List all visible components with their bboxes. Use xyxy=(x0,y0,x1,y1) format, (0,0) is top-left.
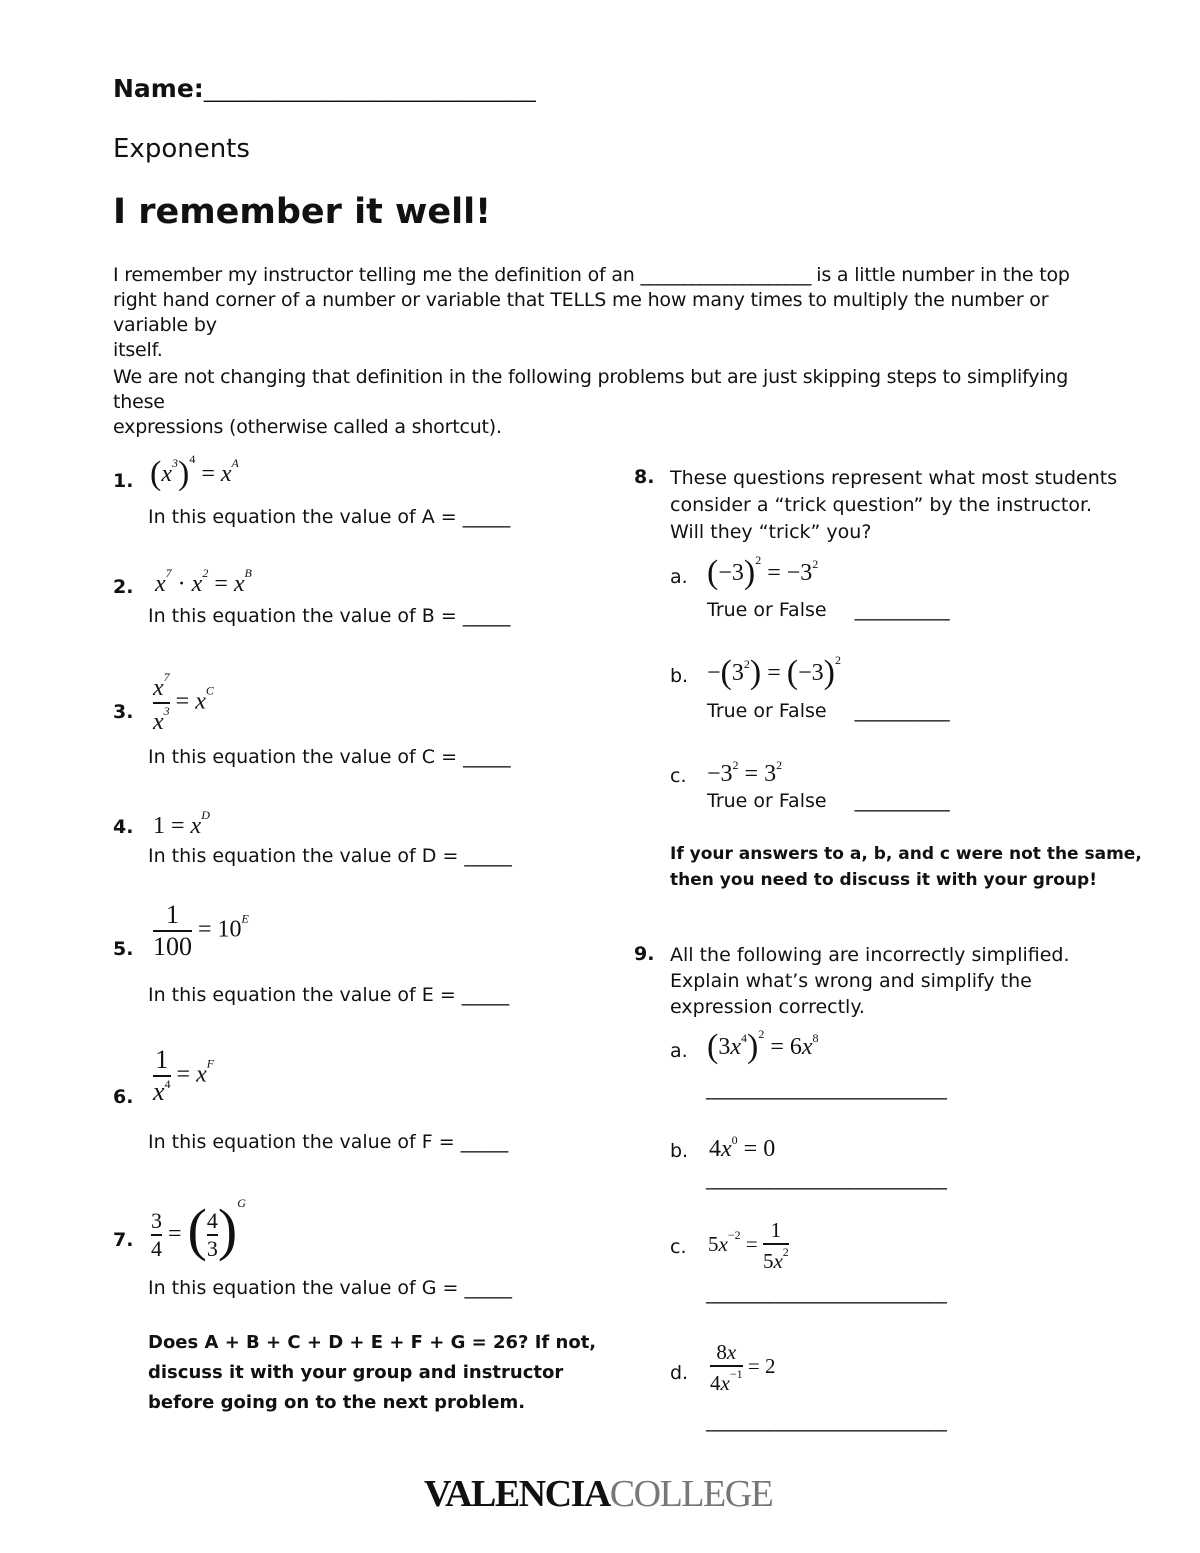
question-9-text: All the following are incorrectly simplified. Explain what’s wrong and simplify the expression correctly. xyxy=(670,944,1070,1018)
problem-3-prompt: In this equation the value of C = _____ xyxy=(148,746,511,768)
name-blank[interactable]: ____________________________________ xyxy=(203,78,535,102)
problem-2-equation: $x^7 \cdot x^2 = x^B$ xyxy=(155,566,252,597)
question-8-number: 8. xyxy=(634,466,655,488)
name-label: Name: xyxy=(113,74,204,103)
problem-1-prompt: In this equation the value of A = _____ xyxy=(148,506,511,528)
answer-g-blank[interactable]: _____ xyxy=(464,1277,513,1299)
q8b-true-false: True or False __________ xyxy=(707,700,950,722)
problem-7-number: 7. xyxy=(113,1229,134,1251)
q9a-answer-line[interactable]: ___________________________ xyxy=(706,1078,947,1100)
q9d-equation: $\frac{8x}{4x^{-1}}$ = 2 xyxy=(710,1340,776,1395)
q8a-equation: $(-3)^2 = -3^2$ xyxy=(707,553,819,591)
q9c-equation: $5x^{-2}$ = $\frac{1}{5x^2}$ xyxy=(708,1218,789,1273)
logo-valencia: VALENCIA xyxy=(424,1473,610,1515)
question-8-text: These questions represent what most students consider a “trick question” by the instructor. Will they “trick” you? xyxy=(670,467,1118,543)
q9c-label: c. xyxy=(670,1236,687,1258)
q8a-label: a. xyxy=(670,566,688,588)
problem-4-number: 4. xyxy=(113,816,134,838)
problem-2-prompt: In this equation the value of B = _____ xyxy=(148,605,511,627)
problem-6-equation: $\frac{1}{x^4}$ = $x^F$ xyxy=(153,1045,215,1106)
q8b-label: b. xyxy=(670,665,689,687)
problem-3-number: 3. xyxy=(113,701,134,723)
intro-paragraph-1: I remember my instructor telling me the definition of an ____________________ is a little number in the top right hand corner of a number or variable that TELLS me how many times to multiply the number or variable by itself. xyxy=(113,264,1070,361)
q8b-answer-blank[interactable]: __________ xyxy=(854,700,950,722)
answer-e-blank[interactable]: _____ xyxy=(461,984,510,1006)
problem-7-equation: $\frac{3}{4}$ = ( $\frac{4}{3}$ )$^G$ xyxy=(151,1196,246,1262)
q8c-equation: $-3^2 = 3^2$ xyxy=(707,758,783,787)
q8-group-note: If your answers to a, b, and c were not the same, then you need to discuss it with your group! xyxy=(670,844,1142,890)
answer-a-blank[interactable]: _____ xyxy=(462,506,511,528)
q8c-true-false: True or False __________ xyxy=(707,790,950,812)
problem-6-prompt: In this equation the value of F = _____ xyxy=(148,1131,509,1153)
question-9-number: 9. xyxy=(634,943,655,965)
intro-paragraph-2: We are not changing that definition in the following problems but are just skipping steps to simplifying these expressions (otherwise called a shortcut). xyxy=(113,366,1069,438)
valencia-college-logo xyxy=(424,1472,772,1516)
logo-college: COLLEGE xyxy=(609,1473,773,1515)
q9b-answer-line[interactable]: ___________________________ xyxy=(706,1168,947,1190)
problem-5-number: 5. xyxy=(113,938,134,960)
q8a-true-false: True or False __________ xyxy=(707,599,950,621)
q8a-answer-blank[interactable]: __________ xyxy=(854,599,950,621)
sum-check-note: Does A + B + C + D + E + F + G = 26? If not, discuss it with your group and instructor before going on to the next problem. xyxy=(148,1332,597,1413)
problem-4-equation: $1 = x^D$ xyxy=(153,808,210,839)
page-title: I remember it well! xyxy=(113,192,492,232)
problem-6-number: 6. xyxy=(113,1086,134,1108)
problem-5-equation: $\frac{1}{100}$ = $10^E$ xyxy=(153,900,249,961)
problem-2-number: 2. xyxy=(113,576,134,598)
problem-1-number: 1. xyxy=(113,470,134,492)
problem-5-prompt: In this equation the value of E = _____ xyxy=(148,984,510,1006)
q9a-equation: $(3x^4)^2 = 6x^8$ xyxy=(707,1027,819,1065)
answer-d-blank[interactable]: _____ xyxy=(464,845,512,867)
q8c-label: c. xyxy=(670,765,687,787)
q8b-equation: $-(3^2) = (-3)^2$ xyxy=(707,653,841,691)
name-field[interactable] xyxy=(113,74,535,103)
problem-7-prompt: In this equation the value of G = _____ xyxy=(148,1277,513,1299)
answer-f-blank[interactable]: _____ xyxy=(460,1131,509,1153)
q9b-label: b. xyxy=(670,1140,689,1162)
problem-4-prompt: In this equation the value of D = _____ xyxy=(148,845,512,867)
q9d-label: d. xyxy=(670,1362,689,1384)
problem-3-equation: $\frac{x^7}{x^3}$ = $x^C$ xyxy=(153,670,214,735)
q8c-answer-blank[interactable]: __________ xyxy=(854,790,950,812)
subtitle: Exponents xyxy=(113,134,250,164)
answer-b-blank[interactable]: _____ xyxy=(462,605,511,627)
q9b-equation: $4x^0 = 0$ xyxy=(709,1133,776,1162)
q9a-label: a. xyxy=(670,1040,688,1062)
answer-c-blank[interactable]: _____ xyxy=(463,746,511,768)
q9c-answer-line[interactable]: ___________________________ xyxy=(706,1282,947,1304)
definition-blank[interactable]: ____________________ xyxy=(640,264,811,286)
q9d-answer-line[interactable]: ___________________________ xyxy=(706,1410,947,1432)
problem-1-equation: $(x^3)^4 = x^A$ xyxy=(150,452,239,492)
